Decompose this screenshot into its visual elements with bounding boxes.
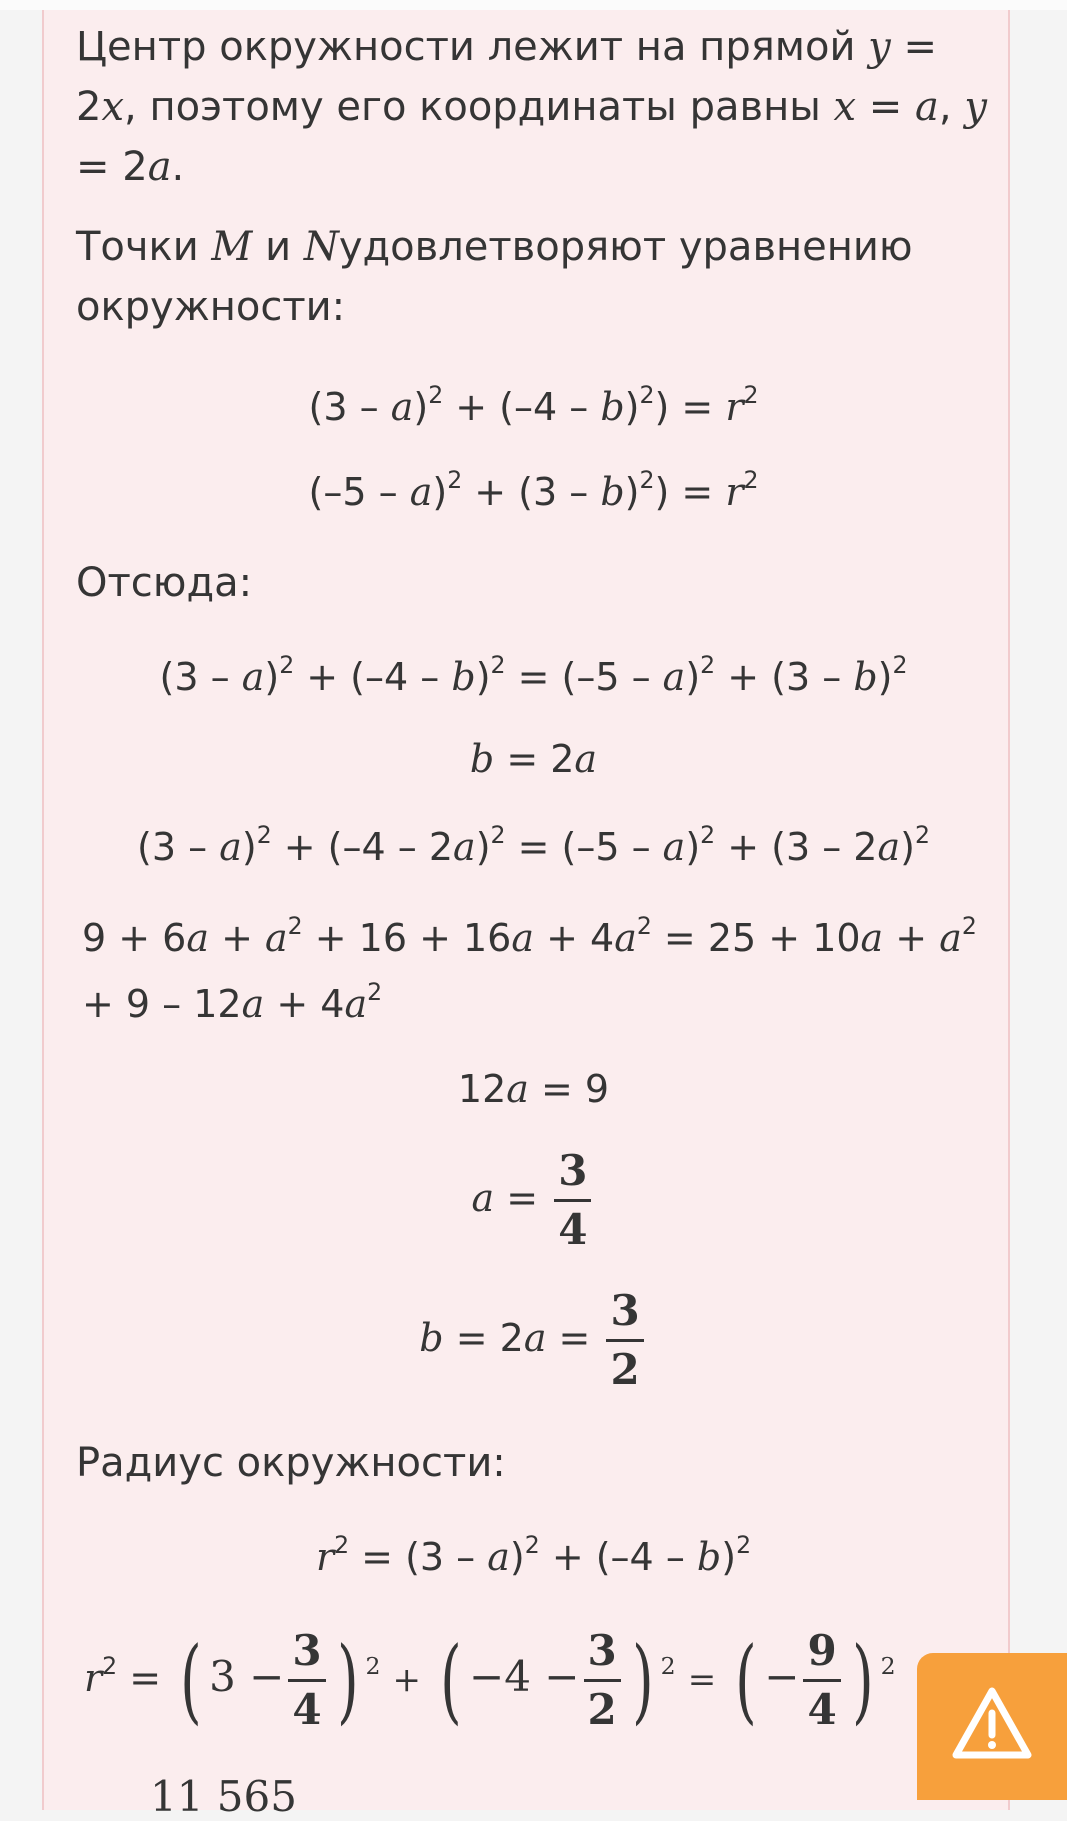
paragraph-line (76, 284, 346, 330)
text: и (265, 224, 292, 270)
fraction: $\frac{3}{4}$ (554, 1143, 591, 1258)
report-problem-button[interactable] (917, 1653, 1067, 1800)
equation: $r^2 = (3 - a)^2 + (-4 - b)^2$ (315, 1531, 752, 1579)
equation-radius: $r^2$ = ( 3 − $\frac{3}{4}$ ) $^2$ + ( −4 − $\frac{3}{2}$ ) $^2$ = ( − $\frac{9}{4}$ ) $^2$ (84, 1607, 896, 1750)
paragraph-line: = 2a. (76, 144, 185, 190)
equation: $9 + 6a + a^2 + 16 + 16a + 4a^2 = 25 + 10a + a^2$ (82, 912, 977, 960)
var-x: x (101, 84, 125, 130)
equation-partial: 11 565 (150, 1772, 297, 1821)
equation: (3 – a)$^2$ + (–4 – 2a)$^2$ = (–5 – a)$^2$ + (3 – 2a)$^2$ (137, 821, 930, 869)
text: окружности: (76, 284, 346, 330)
equation-a: a = $\frac{3}{4}$ (0, 1138, 1067, 1258)
top-band (0, 0, 1067, 10)
equation: $(-5 - a)^2 + (3 - b)^2) = r^2$ (308, 466, 759, 514)
paragraph-line (76, 560, 253, 606)
text: удовлетворяют уравнению (338, 224, 913, 270)
var-M: M (211, 224, 253, 270)
text: Отсюда: (76, 560, 253, 606)
text: Точки (76, 224, 199, 270)
warning-triangle-icon (952, 1683, 1032, 1763)
equation: b = 2a (469, 737, 598, 781)
text: поэтому его координаты равны (149, 84, 821, 130)
fraction: $\frac{9}{4}$ (803, 1623, 840, 1738)
equation-b: b = 2a = $\frac{3}{2}$ (0, 1278, 1067, 1398)
fraction: $\frac{3}{4}$ (288, 1623, 325, 1738)
var-N: N (303, 224, 339, 270)
fraction: $\frac{3}{2}$ (606, 1283, 643, 1398)
text: Центр окружности лежит на прямой (76, 24, 856, 70)
paragraph-line: Центр окружности лежит на прямой y = (76, 24, 937, 70)
equation: (3 – a)$^2$ + (–4 – b)$^2$ = (–5 – a)$^2$ + (3 – b)$^2$ (159, 651, 908, 699)
text: Радиус окружности: (76, 1440, 506, 1486)
equation: + $9 - 12a + 4a^2$ (82, 978, 383, 1026)
equation: 12a = 9 (457, 1067, 610, 1111)
paragraph-line (76, 1440, 506, 1486)
paragraph-line (76, 224, 913, 270)
paragraph-line: 2x, поэтому его координаты равны x = a, y (76, 84, 987, 130)
var-y: y (868, 24, 891, 70)
equation: $(3 - a)^2 + (-4 - b)^2) = r^2$ (308, 381, 759, 429)
fraction: $\frac{3}{2}$ (584, 1623, 621, 1738)
